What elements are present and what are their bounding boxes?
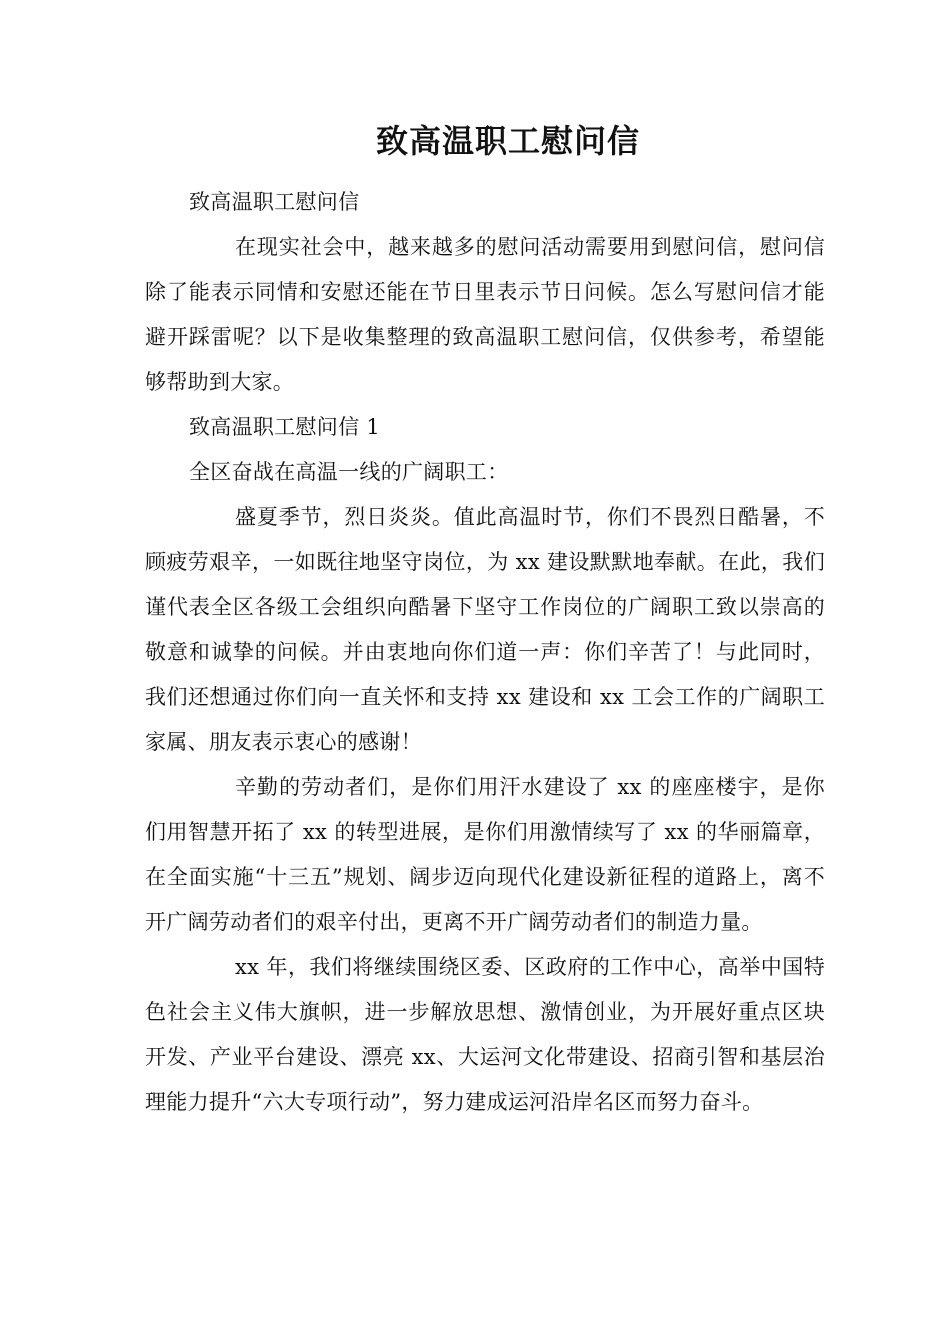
paragraph-body-1: 盛夏季节，烈日炎炎。值此高温时节，你们不畏烈日酷暑，不顾疲劳艰辛，一如既往地坚守岗位，为 xx 建设默默地奉献。在此，我们谨代表全区各级工会组织向酷暑下坚守工作岗位的广阔职工致以崇高的敬意和诚挚的问候。并由衷地向你们道一声：你们辛苦了！与此同时，我们还想通过你们向一直关怀和支持 xx 建设和 xx 工会工作的广阔职工家属、朋友表示衷心的感谢！ <box>145 505 825 754</box>
paragraph-subtitle: 致高温职工慰问信 <box>189 190 360 214</box>
paragraph-section-heading: 致高温职工慰问信 1 <box>189 415 381 439</box>
document-title: 致高温职工慰问信 <box>375 122 640 160</box>
paragraph-body-2: 辛勤的劳动者们，是你们用汗水建设了 xx 的座座楼宇，是你们用智慧开拓了 xx 的转型进展，是你们用激情续写了 xx 的华丽篇章，在全面实施“十三五”规划、阔步迈向现代化建设新征程的道路上，离不开广阔劳动者们的艰辛付出，更离不开广阔劳动者们的制造力量。 <box>145 775 825 934</box>
paragraph-intro: 在现实社会中，越来越多的慰问活动需要用到慰问信，慰问信除了能表示同情和安慰还能在节日里表示节日问候。怎么写慰问信才能避开踩雷呢？以下是收集整理的致高温职工慰问信，仅供参考，希望能够帮助到大家。 <box>145 235 825 394</box>
paragraph-salutation: 全区奋战在高温一线的广阔职工： <box>189 460 509 484</box>
document-body <box>145 180 825 1125</box>
paragraph-body-3: xx 年，我们将继续围绕区委、区政府的工作中心，高举中国特色社会主义伟大旗帜，进一步解放思想、激情创业，为开展好重点区块开发、产业平台建设、漂亮 xx、大运河文化带建设、招商引智和基层治理能力提升“六大专项行动”，努力建成运河沿岸名区而努力奋斗。 <box>145 955 825 1114</box>
